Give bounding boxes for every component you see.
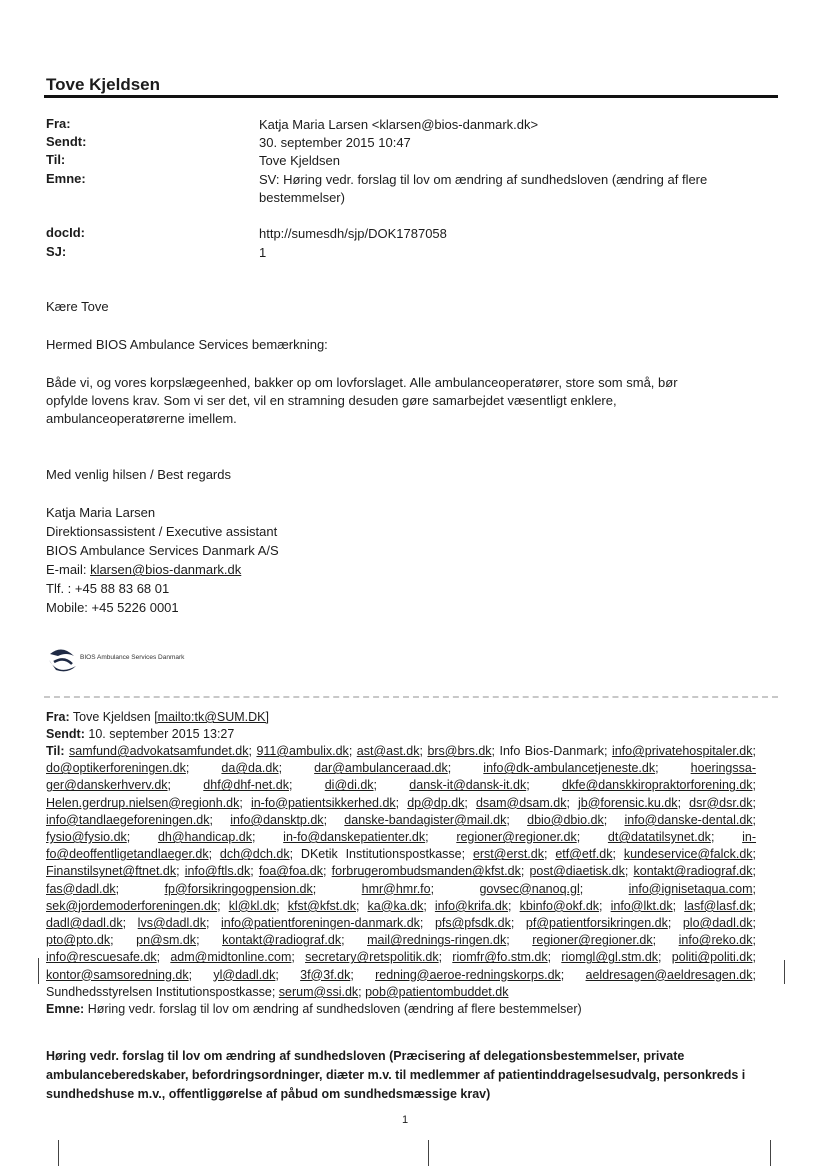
- recipient-separator: ;: [438, 950, 453, 965]
- recipient-separator: ;: [250, 864, 259, 879]
- recipient-separator: ;: [752, 950, 756, 965]
- recipient-separator: ;: [115, 881, 165, 896]
- recipient-email-link[interactable]: dhf@dhf-net.dk: [203, 778, 289, 793]
- signature-name: Katja Maria Larsen: [46, 505, 156, 520]
- recipient-separator: ;: [196, 933, 223, 948]
- recipient-separator: ;: [667, 916, 683, 931]
- recipient-email-link[interactable]: post@diaetisk.dk: [529, 864, 625, 879]
- recipient-email-link[interactable]: in-fo@patientsikkerhed.dk: [250, 795, 396, 810]
- recipient-separator: ;: [205, 916, 221, 931]
- intro-text: Hermed BIOS Ambulance Services bemærkning:: [46, 337, 328, 352]
- recipient-separator: ;: [358, 984, 366, 999]
- recipient-separator: ;: [276, 898, 288, 913]
- recipient-email-link[interactable]: pf@patientforsikringen.dk: [525, 916, 668, 931]
- fwd-sent-value: 10. september 2015 13:27: [88, 727, 235, 741]
- recipient-email-link[interactable]: adm@midtonline.com: [170, 950, 292, 965]
- recipient-email-link[interactable]: info@krifa.dk: [434, 898, 509, 913]
- recipient-email-link[interactable]: aeldresagen@aeldresagen.dk: [585, 967, 753, 982]
- sent-value: 30. september 2015 10:47: [259, 135, 411, 150]
- recipient-email-link[interactable]: in-fo@danskepatienter.dk: [283, 830, 426, 845]
- recipient-email-link[interactable]: info@ignisetaqua.com: [628, 881, 753, 896]
- recipient-separator: ;: [752, 916, 757, 931]
- recipient-email-link[interactable]: lvs@dadl.dk: [137, 916, 206, 931]
- recipient-separator: ;: [710, 830, 743, 845]
- recipient-email-link[interactable]: do@optikerforeningen.dk: [46, 761, 186, 776]
- recipient-email-link[interactable]: secretary@retspolitik.dk: [305, 950, 439, 965]
- recipient-email-link[interactable]: info@patientforeningen-danmark.dk: [220, 916, 420, 931]
- recipient-separator: ;: [752, 778, 757, 793]
- recipient-email-link[interactable]: dp@dp.dk: [407, 795, 465, 810]
- recipient-email-link[interactable]: danske-bandagister@mail.dk: [344, 812, 507, 827]
- recipient-email-link[interactable]: info@reko.dk: [678, 933, 753, 948]
- recipient-email-link[interactable]: dh@handicap.dk: [157, 830, 252, 845]
- recipient-separator: ;: [526, 778, 562, 793]
- signature-email-line: E-mail: klarsen@bios-danmark.dk: [46, 562, 242, 577]
- fwd-subject-value: Høring vedr. forslag til lov om ændring af sundhedsloven (ændring af flere bestemmelser): [87, 1002, 582, 1017]
- recipient-email-link[interactable]: dadl@dadl.dk: [46, 916, 123, 931]
- recipient-separator: ;: [110, 933, 137, 948]
- recipient-separator: ;: [217, 898, 229, 913]
- recipient-email-link[interactable]: pn@sm.dk: [136, 933, 197, 948]
- recipient-email-link[interactable]: info@ftls.dk: [184, 864, 251, 879]
- recipient-separator: ;: [579, 881, 629, 896]
- signature-email-link[interactable]: klarsen@bios-danmark.dk: [90, 562, 242, 577]
- recipient-email-link[interactable]: samfund@advokatsamfundet.dk: [69, 744, 249, 758]
- recipient-separator: ;: [566, 795, 579, 810]
- recipient-email-link[interactable]: sek@jordemoderforeningen.dk: [46, 898, 218, 913]
- recipient-separator: ;: [624, 864, 634, 879]
- recipient-email-link[interactable]: dbio@dbio.dk: [527, 812, 604, 827]
- recipient-separator: ;: [312, 881, 362, 896]
- recipient-email-link[interactable]: fysio@fysio.dk: [46, 830, 127, 845]
- recipient-separator: ;: [156, 950, 171, 965]
- recipient-separator: ;: [291, 950, 306, 965]
- recipient-separator: ;: [752, 795, 757, 810]
- recipient-email-link[interactable]: info@danske-dental.dk: [624, 812, 753, 827]
- fwd-subject-label: Emne:: [46, 1002, 85, 1017]
- recipient-email-link[interactable]: hoeringssa-ger@danskerhverv.dk: [46, 761, 756, 793]
- recipient-separator: ; Sundhedsstyrelsen Institutionspostkasse;: [46, 967, 756, 999]
- greeting: Kære Tove: [46, 299, 109, 314]
- body-paragraph: Både vi, og vores korpslægeenhed, bakker op om lovforslaget. Alle ambulanceoperatører, store som små, bør opfylde lovens krav. Som vi ser det, vil en stramning desuden gøre samarbejdet væsentligt enklere, ambulanceoperatørerne imellem.: [46, 375, 678, 426]
- recipient-separator: ;: [239, 795, 251, 810]
- recipient-email-link[interactable]: pto@pto.dk: [46, 933, 111, 948]
- recipient-email-link[interactable]: plo@dadl.dk: [682, 916, 753, 931]
- recipient-email-link[interactable]: Helen.gerdrup.nielsen@regionh.dk: [46, 795, 240, 810]
- recipient-email-link[interactable]: info@privatehospitaler.dk: [611, 744, 753, 758]
- recipient-separator: ;: [612, 847, 624, 862]
- scan-mark: [428, 1140, 429, 1166]
- recipient-separator: ;: [423, 898, 435, 913]
- recipient-email-link[interactable]: politi@politi.dk: [671, 950, 753, 965]
- recipient-email-link[interactable]: lasf@lasf.dk: [684, 898, 753, 913]
- recipient-separator: ;: [752, 744, 756, 758]
- recipient-email-link[interactable]: dsam@dsam.dk: [475, 795, 567, 810]
- recipient-email-link[interactable]: jb@forensic.ku.dk: [578, 795, 678, 810]
- recipient-email-link[interactable]: serum@ssi.dk: [278, 984, 359, 999]
- recipient-list: [46, 744, 756, 999]
- recipient-separator: ;: [373, 778, 410, 793]
- scan-mark: [784, 960, 785, 984]
- recipient-email-link[interactable]: Finanstilsynet@ftnet.dk: [46, 864, 177, 879]
- recipient-separator: ;: [419, 744, 428, 758]
- recipient-email-link[interactable]: da@da.dk: [221, 761, 279, 776]
- recipient-separator: ; DKetik Institutionspostkasse;: [289, 847, 473, 862]
- recipient-email-link[interactable]: etf@etf.dk: [555, 847, 613, 862]
- recipient-email-link[interactable]: info@dk-ambulancetjeneste.dk: [483, 761, 656, 776]
- fwd-to-label: Til:: [46, 744, 65, 758]
- recipient-separator: ;: [395, 795, 408, 810]
- fwd-from-mailto-link[interactable]: [mailto:tk@SUM.DK]: [154, 710, 269, 724]
- recipient-email-link[interactable]: kbinfo@okf.dk: [519, 898, 600, 913]
- recipient-email-link[interactable]: kontor@samsoredning.dk: [46, 967, 189, 982]
- recipient-email-link[interactable]: ast@ast.dk: [356, 744, 420, 758]
- recipient-email-link[interactable]: pfs@pfsdk.dk: [434, 916, 511, 931]
- recipient-separator: ;: [672, 898, 685, 913]
- recipient-separator: ;: [348, 744, 357, 758]
- recipient-separator: ;: [547, 950, 562, 965]
- header-rule: [44, 95, 778, 98]
- subject-label: Emne:: [46, 171, 86, 186]
- to-label: Til:: [46, 152, 66, 167]
- page-number: 1: [402, 1114, 409, 1126]
- recipient-email-link[interactable]: kontakt@radiograf.dk: [222, 933, 342, 948]
- fwd-from-value: Tove Kjeldsen: [72, 710, 155, 724]
- recipient-email-link[interactable]: di@di.dk: [324, 778, 374, 793]
- recipient-email-link[interactable]: info@rescuesafe.dk: [46, 950, 157, 965]
- recipient-separator: ;: [464, 795, 476, 810]
- recipient-separator: ;: [430, 881, 480, 896]
- recipient-separator: ;: [752, 847, 757, 862]
- docid-label: docId:: [46, 225, 85, 240]
- recipient-separator: ;: [208, 847, 220, 862]
- scan-mark: [58, 1140, 59, 1166]
- recipient-separator: ;: [752, 864, 756, 879]
- recipient-separator: ;: [560, 967, 586, 982]
- recipient-separator: ;: [122, 916, 138, 931]
- recipient-separator: ;: [543, 847, 556, 862]
- scan-mark: [770, 1140, 771, 1166]
- recipient-email-link[interactable]: foa@foa.dk: [258, 864, 324, 879]
- recipient-email-link[interactable]: regioner@regioner.dk: [456, 830, 577, 845]
- recipient-separator: ;: [520, 864, 530, 879]
- recipient-separator: ;: [599, 898, 611, 913]
- recipient-separator: ;: [251, 830, 284, 845]
- recipient-email-link[interactable]: dkfe@danskkiropraktorforening.dk: [561, 778, 753, 793]
- bios-logo: [46, 646, 236, 680]
- recipient-email-link[interactable]: dt@datatilsynet.dk: [607, 830, 711, 845]
- recipient-separator: ;: [425, 830, 457, 845]
- recipient-separator: ;: [506, 812, 528, 827]
- sj-label: SJ:: [46, 244, 67, 259]
- recipient-email-link[interactable]: kundeservice@falck.dk: [623, 847, 753, 862]
- recipient-email-link[interactable]: regioner@regioner.dk: [532, 933, 653, 948]
- recipient-separator: ;: [275, 967, 301, 982]
- recipient-email-link[interactable]: 911@ambulix.dk: [256, 744, 349, 758]
- sent-label: Sendt:: [46, 134, 87, 149]
- recipient-email-link[interactable]: kfst@kfst.dk: [287, 898, 356, 913]
- recipient-separator: ;: [209, 812, 231, 827]
- recipient-email-link[interactable]: dansk-it@dansk-it.dk: [409, 778, 527, 793]
- recipient-email-link[interactable]: mail@rednings-ringen.dk: [367, 933, 507, 948]
- recipient-separator: ;: [185, 761, 222, 776]
- fwd-recipients: [46, 743, 756, 1018]
- signature-phone: Tlf. : +45 88 83 68 01: [46, 581, 170, 596]
- recipient-email-link[interactable]: fp@forsikringogpension.dk: [164, 881, 313, 896]
- recipient-separator: ;: [506, 933, 533, 948]
- scan-mark: [38, 958, 39, 984]
- recipient-separator: ;: [176, 864, 185, 879]
- recipient-email-link[interactable]: pob@patientombuddet.dk: [365, 984, 509, 999]
- recipient-email-link[interactable]: riomfr@fo.stm.dk: [452, 950, 548, 965]
- recipient-separator: ;: [752, 881, 756, 896]
- recipient-email-link[interactable]: info@lkt.dk: [610, 898, 673, 913]
- recipient-separator: ; Info Bios-Danmark;: [491, 744, 612, 758]
- consultation-heading: Høring vedr. forslag til lov om ændring af sundhedsloven (Præcisering af delegationsbestemmelser, private ambulanceberedskaber, befordringsordninger, diæter m.v. til medlemmer af patientinddragelsesudvalg, personkreds i sundhedshuse m.v., offentliggørelse af påbud om sundhedsmæssige krav): [46, 1049, 746, 1101]
- recipient-email-link[interactable]: riomgl@gl.stm.dk: [561, 950, 659, 965]
- recipient-separator: ;: [752, 812, 757, 827]
- from-label: Fra:: [46, 116, 71, 131]
- recipient-separator: ;: [167, 778, 204, 793]
- docid-value[interactable]: http://sumesdh/sjp/DOK1787058: [259, 226, 447, 241]
- signature-title: Direktionsassistent / Executive assistant: [46, 524, 278, 539]
- recipient-email-link[interactable]: hmr@hmr.fo: [361, 881, 431, 896]
- recipient-separator: ;: [677, 795, 690, 810]
- recipient-separator: ;: [341, 933, 368, 948]
- logo-text: BIOS Ambulance Services Danmark: [80, 654, 185, 661]
- recipient-separator: ;: [323, 812, 345, 827]
- recipient-email-link[interactable]: govsec@nanoq.gl: [479, 881, 580, 896]
- signature-company: BIOS Ambulance Services Danmark A/S: [46, 543, 279, 558]
- recipient-email-link[interactable]: info@tandlaegeforeningen.dk: [46, 812, 210, 827]
- recipient-email-link[interactable]: erst@erst.dk: [472, 847, 544, 862]
- recipient-separator: ;: [652, 933, 679, 948]
- recipient-email-link[interactable]: 3f@3f.dk: [300, 967, 351, 982]
- recipient-email-link[interactable]: kl@kl.dk: [228, 898, 277, 913]
- recipient-separator: ;: [188, 967, 214, 982]
- recipient-separator: ;: [350, 967, 376, 982]
- recipient-separator: ;: [355, 898, 368, 913]
- recipient-separator: ;: [508, 898, 520, 913]
- sender-name-heading: Tove Kjeldsen: [46, 75, 160, 94]
- recipient-email-link[interactable]: dar@ambulanceraad.dk: [314, 761, 448, 776]
- separator-line: [44, 696, 778, 698]
- recipient-separator: ;: [447, 761, 484, 776]
- signature-mobile: Mobile: +45 5226 0001: [46, 600, 179, 615]
- recipient-email-link[interactable]: kontakt@radiograf.dk: [633, 864, 753, 879]
- recipient-separator: ;: [510, 916, 526, 931]
- recipient-email-link[interactable]: info@dansktp.dk: [230, 812, 324, 827]
- fwd-sent-line: Sendt: 10. september 2015 13:27: [46, 727, 235, 741]
- recipient-email-link[interactable]: dch@dch.dk: [219, 847, 290, 862]
- fwd-from-line: Fra: Tove Kjeldsen [mailto:tk@SUM.DK]: [46, 710, 269, 724]
- recipient-separator: ;: [752, 898, 756, 913]
- recipient-separator: ;: [419, 916, 435, 931]
- to-value: Tove Kjeldsen: [259, 153, 340, 168]
- recipient-email-link[interactable]: fas@dadl.dk: [46, 881, 116, 896]
- recipient-separator: ;: [278, 761, 315, 776]
- recipient-email-link[interactable]: yl@dadl.dk: [213, 967, 276, 982]
- recipient-separator: ;: [248, 744, 257, 758]
- recipient-email-link[interactable]: forbrugerombudsmanden@kfst.dk: [331, 864, 521, 879]
- recipient-separator: ;: [126, 830, 158, 845]
- bios-logo-mark-icon: [46, 646, 236, 680]
- recipient-separator: ;: [655, 761, 691, 776]
- recipient-email-link[interactable]: brs@brs.dk: [427, 744, 492, 758]
- from-value: Katja Maria Larsen <klarsen@bios-danmark.dk>: [259, 117, 539, 132]
- recipient-separator: ;: [576, 830, 608, 845]
- recipient-email-link[interactable]: in-fo@deoffentligetandlaeger.dk: [46, 830, 757, 862]
- recipient-separator: ;: [323, 864, 332, 879]
- recipient-separator: ;: [603, 812, 625, 827]
- recipient-separator: ;: [658, 950, 672, 965]
- regards: Med venlig hilsen / Best regards: [46, 467, 231, 482]
- recipient-separator: ;: [288, 778, 325, 793]
- recipient-email-link[interactable]: ka@ka.dk: [367, 898, 424, 913]
- subject-value: SV: Høring vedr. forslag til lov om ændring af sundhedsloven (ændring af flere bestemmelser): [259, 172, 708, 205]
- sj-value: 1: [259, 245, 267, 260]
- recipient-email-link[interactable]: dsr@dsr.dk: [689, 795, 753, 810]
- recipient-separator: ;: [752, 933, 756, 948]
- recipient-email-link[interactable]: redning@aeroe-redningskorps.dk: [375, 967, 561, 982]
